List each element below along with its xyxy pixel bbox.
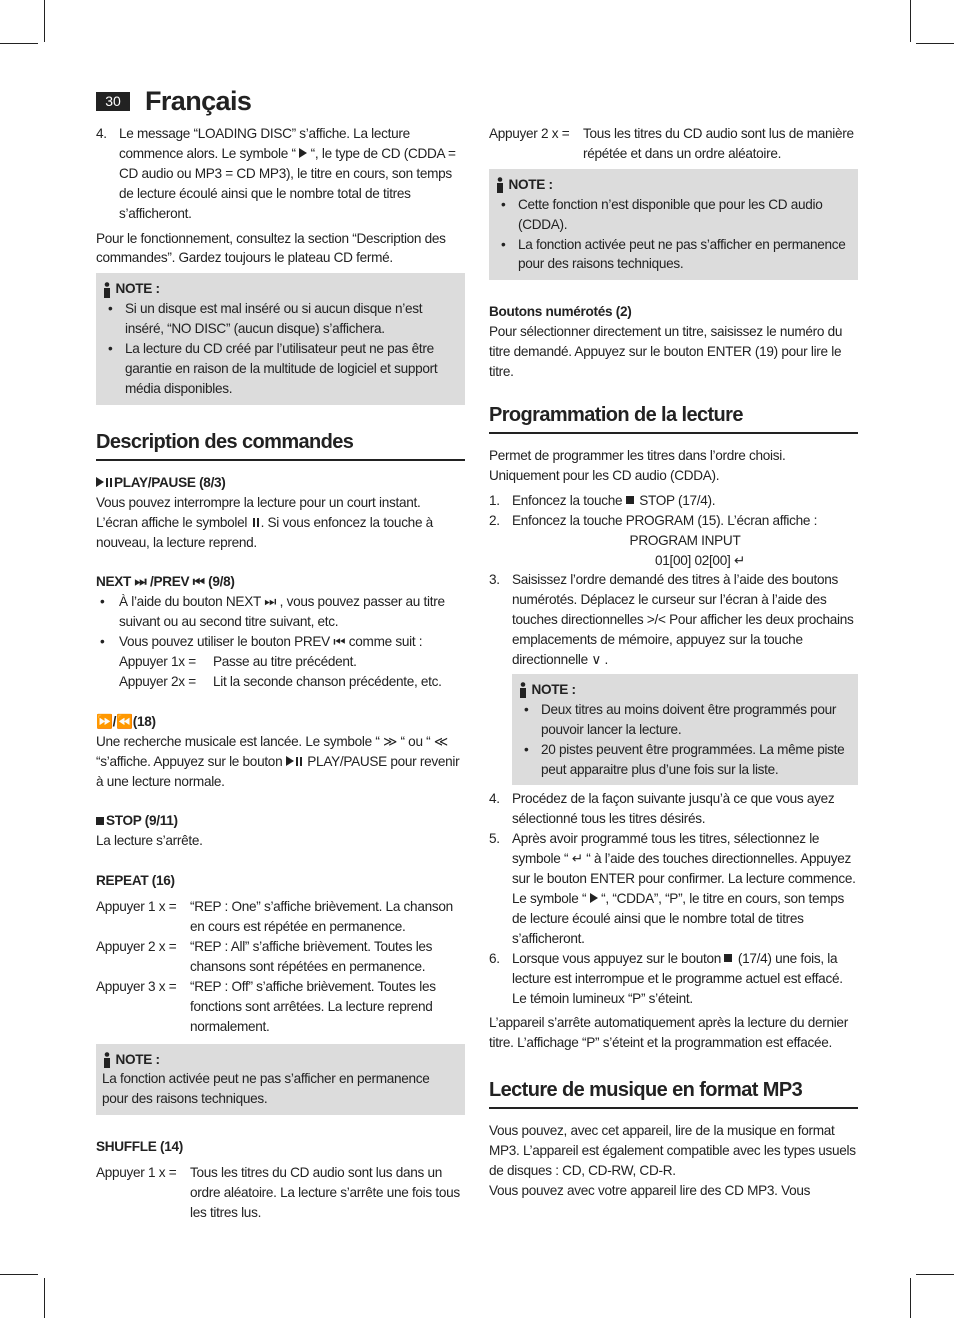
paragraph: Vous pouvez avec votre appareil lire des CD MP3. Vous: [489, 1182, 811, 1198]
table-row: Appuyer 1 x = “REP : One” s’affiche brièvement. La chanson en cours est répétée en permanence.: [96, 899, 453, 935]
list-item: 2. Enfoncez la touche PROGRAM (15). L’écran affiche : PROGRAM INPUT 01[00] 02[00] ↵: [489, 511, 858, 571]
play-icon: [96, 477, 104, 487]
subheading: ⏩/⏪(18): [96, 713, 156, 729]
list-item: 1. Enfoncez la touche STOP (17/4).: [489, 492, 716, 508]
subheading: PLAY/PAUSE (8/3): [96, 473, 465, 493]
section-heading: Description des commandes: [96, 429, 465, 461]
list-item: • Deux titres au moins doivent être programmés pour pouvoir lancer la lecture.: [524, 701, 837, 737]
play-icon: [286, 756, 294, 766]
note-box: [96, 273, 465, 404]
fast-forward-icon: ⏩: [96, 713, 113, 729]
display-text: PROGRAM INPUT: [629, 532, 741, 548]
list-item: • La lecture du CD créé par l’utilisateur peut ne pas être garantie en raison de la multitude de logiciel et support média disponibles.: [108, 341, 438, 396]
section-heading: Programmation de la lecture: [489, 402, 858, 434]
stop-icon: [96, 817, 104, 825]
list-item: 3. Saisissez l’ordre demandé des titres à l’aide des boutons numérotés. Déplacez le curseur sur l’écran à l’aide des touches directionnelles >/< Pour afficher les deux prochains emplacements de mémoire, appuyez sur la touche directionnelle ∨ .: [489, 572, 854, 668]
pause-icon: [296, 757, 302, 766]
stop-icon: [724, 954, 732, 962]
crop-mark: [44, 0, 45, 42]
paragraph: Une recherche musicale est lancée. Le symbole “ ≫ “ ou “ ≪ “s’affiche. Appuyez sur le bouton PLAY/PAUSE pour revenir à une lecture normale.: [96, 733, 460, 789]
crop-mark: [44, 1278, 45, 1318]
pause-icon: [106, 478, 112, 487]
list-item: 5. Après avoir programmé tous les titres, sélectionnez le symbole “ ↵ “ à l’aide des touches directionnelles. Appuyez sur le bouton ENTER pour confirmer. La lecture commence. Le symbole “ “, “CDDA”, “P”, le titre en cours, son temps de lecture écoulé ainsi que le nombre total de titres s’afficheront.: [489, 831, 856, 946]
note-heading: NOTE :: [508, 176, 553, 192]
rewind-icon: ⏪: [116, 713, 133, 729]
note-text: La fonction activée peut ne pas s’afficher en permanence pour des raisons techniques.: [102, 1071, 430, 1107]
stop-icon: [626, 496, 634, 504]
table-row: Appuyer 2 x = Tous les titres du CD audio sont lus de manière répétée et dans un ordre aléatoire.: [489, 126, 854, 161]
left-column: [96, 124, 465, 1223]
right-column: [489, 124, 858, 1201]
crop-mark: [0, 43, 38, 44]
subheading: REPEAT (16): [96, 873, 175, 889]
next-icon: ⏭: [264, 594, 277, 610]
paragraph: Vous pouvez interrompre la lecture pour un court instant. L’écran affiche le symbolel . Si vous enfoncez la touche à nouveau, la lecture reprend.: [96, 494, 433, 550]
subheading: NEXT ⏭ /PREV ⏮ (9/8): [96, 574, 235, 590]
list-item: • La fonction activée peut ne pas s’afficher en permanence pour des raisons techniques.: [501, 236, 846, 272]
list-item: 6. Lorsque vous appuyez sur le bouton (17/4) une fois, la lecture est interrompue et le programme actuel est effacé. Le témoin lumineux “P” s’éteint.: [489, 950, 843, 1006]
table-row: Appuyer 2x = Lit la seconde chanson précédente, etc.: [119, 673, 442, 689]
note-heading: NOTE :: [115, 281, 160, 297]
crop-mark: [910, 0, 911, 42]
note-box: [512, 674, 858, 786]
paragraph: Vous pouvez, avec cet appareil, lire de la musique en format MP3. L’appareil est également compatible avec les types usuels de disques : CD, CD-RW, CD-R.: [489, 1123, 856, 1179]
prev-icon: ⏮: [192, 574, 205, 590]
section-heading: Lecture de musique en format MP3: [489, 1077, 858, 1109]
subheading: SHUFFLE (14): [96, 1139, 184, 1155]
subheading: STOP (9/11): [96, 811, 465, 831]
note-heading: NOTE :: [531, 681, 576, 697]
page-title: Français: [145, 86, 252, 116]
list-item: • Si un disque est mal inséré ou si aucun disque n’est inséré, “NO DISC” (aucun disque) s’affichera.: [108, 301, 423, 337]
crop-mark: [0, 1274, 38, 1275]
subheading: Boutons numérotés (2): [489, 304, 632, 320]
note-box: [96, 1044, 465, 1116]
prev-icon: ⏮: [333, 634, 346, 650]
list-item: 4. Le message “LOADING DISC” s’affiche. La lecture commence alors. Le symbole “ “, le type de CD (CDDA = CD audio ou MP3 = CD MP3), le titre en cours, son temps de lecture écoulé ainsi que le nombre total de titres s’afficheront.: [96, 126, 456, 221]
info-icon: [495, 177, 505, 193]
play-icon: [299, 148, 307, 158]
list-item: • Cette fonction n’est disponible que pour les CD audio (CDDA).: [501, 196, 823, 232]
next-icon: ⏭: [134, 574, 147, 590]
table-row: Appuyer 2 x = “REP : All” s’affiche brièvement. Toutes les chansons sont répétées en permanence.: [96, 939, 433, 974]
list-item: 4. Procédez de la façon suivante jusqu’à ce que vous ayez sélectionné tous les titres désirés.: [489, 791, 835, 827]
table-row: Appuyer 1 x = Tous les titres du CD audio sont lus dans un ordre aléatoire. La lecture s’arrête une fois tous les titres lus.: [96, 1165, 460, 1220]
info-icon: [518, 682, 528, 698]
play-icon: [590, 893, 598, 903]
paragraph: Pour sélectionner directement un titre, saisissez le numéro du titre demandé. Appuyez sur le bouton ENTER (19) pour lire le titre.: [489, 324, 843, 380]
list-item: • Vous pouvez utiliser le bouton PREV ⏮ comme suit : Appuyer 1x = Passe au titre précédent. Appuyer 2x = Lit la seconde chanson précédente, etc.: [96, 632, 465, 692]
table-row: Appuyer 1x = Passe au titre précédent.: [119, 654, 357, 670]
crop-mark: [910, 1278, 911, 1318]
paragraph: La lecture s’arrête.: [96, 833, 203, 849]
crop-mark: [916, 1274, 954, 1275]
list-item: • À l’aide du bouton NEXT ⏭ , vous pouvez passer au titre suivant ou au second titre suivant, etc.: [100, 594, 445, 630]
crop-mark: [916, 43, 954, 44]
display-text: 01[00] 02[00] ↵: [654, 552, 746, 568]
paragraph: Permet de programmer les titres dans l’ordre choisi. Uniquement pour les CD audio (CDDA).: [489, 447, 786, 483]
note-box: [489, 169, 858, 281]
paragraph: Pour le fonctionnement, consultez la section “Description des commandes”. Gardez toujours le plateau CD fermé.: [96, 230, 446, 266]
pause-icon: [253, 518, 259, 527]
table-row: Appuyer 3 x = “REP : Off” s’affiche brièvement. Toutes les fonctions sont arrêtées. La lecture reprend normalement.: [96, 978, 436, 1034]
page-number: 30: [96, 92, 130, 111]
info-icon: [102, 282, 112, 298]
note-heading: NOTE :: [115, 1051, 160, 1067]
info-icon: [102, 1052, 112, 1068]
paragraph: L’appareil s’arrête automatiquement après la lecture du dernier titre. L’affichage “P” s’éteint et la programmation est effacée.: [489, 1015, 848, 1051]
list-item: • 20 pistes peuvent être programmées. La même piste peut apparaitre plus d’une fois sur la liste.: [524, 741, 845, 777]
